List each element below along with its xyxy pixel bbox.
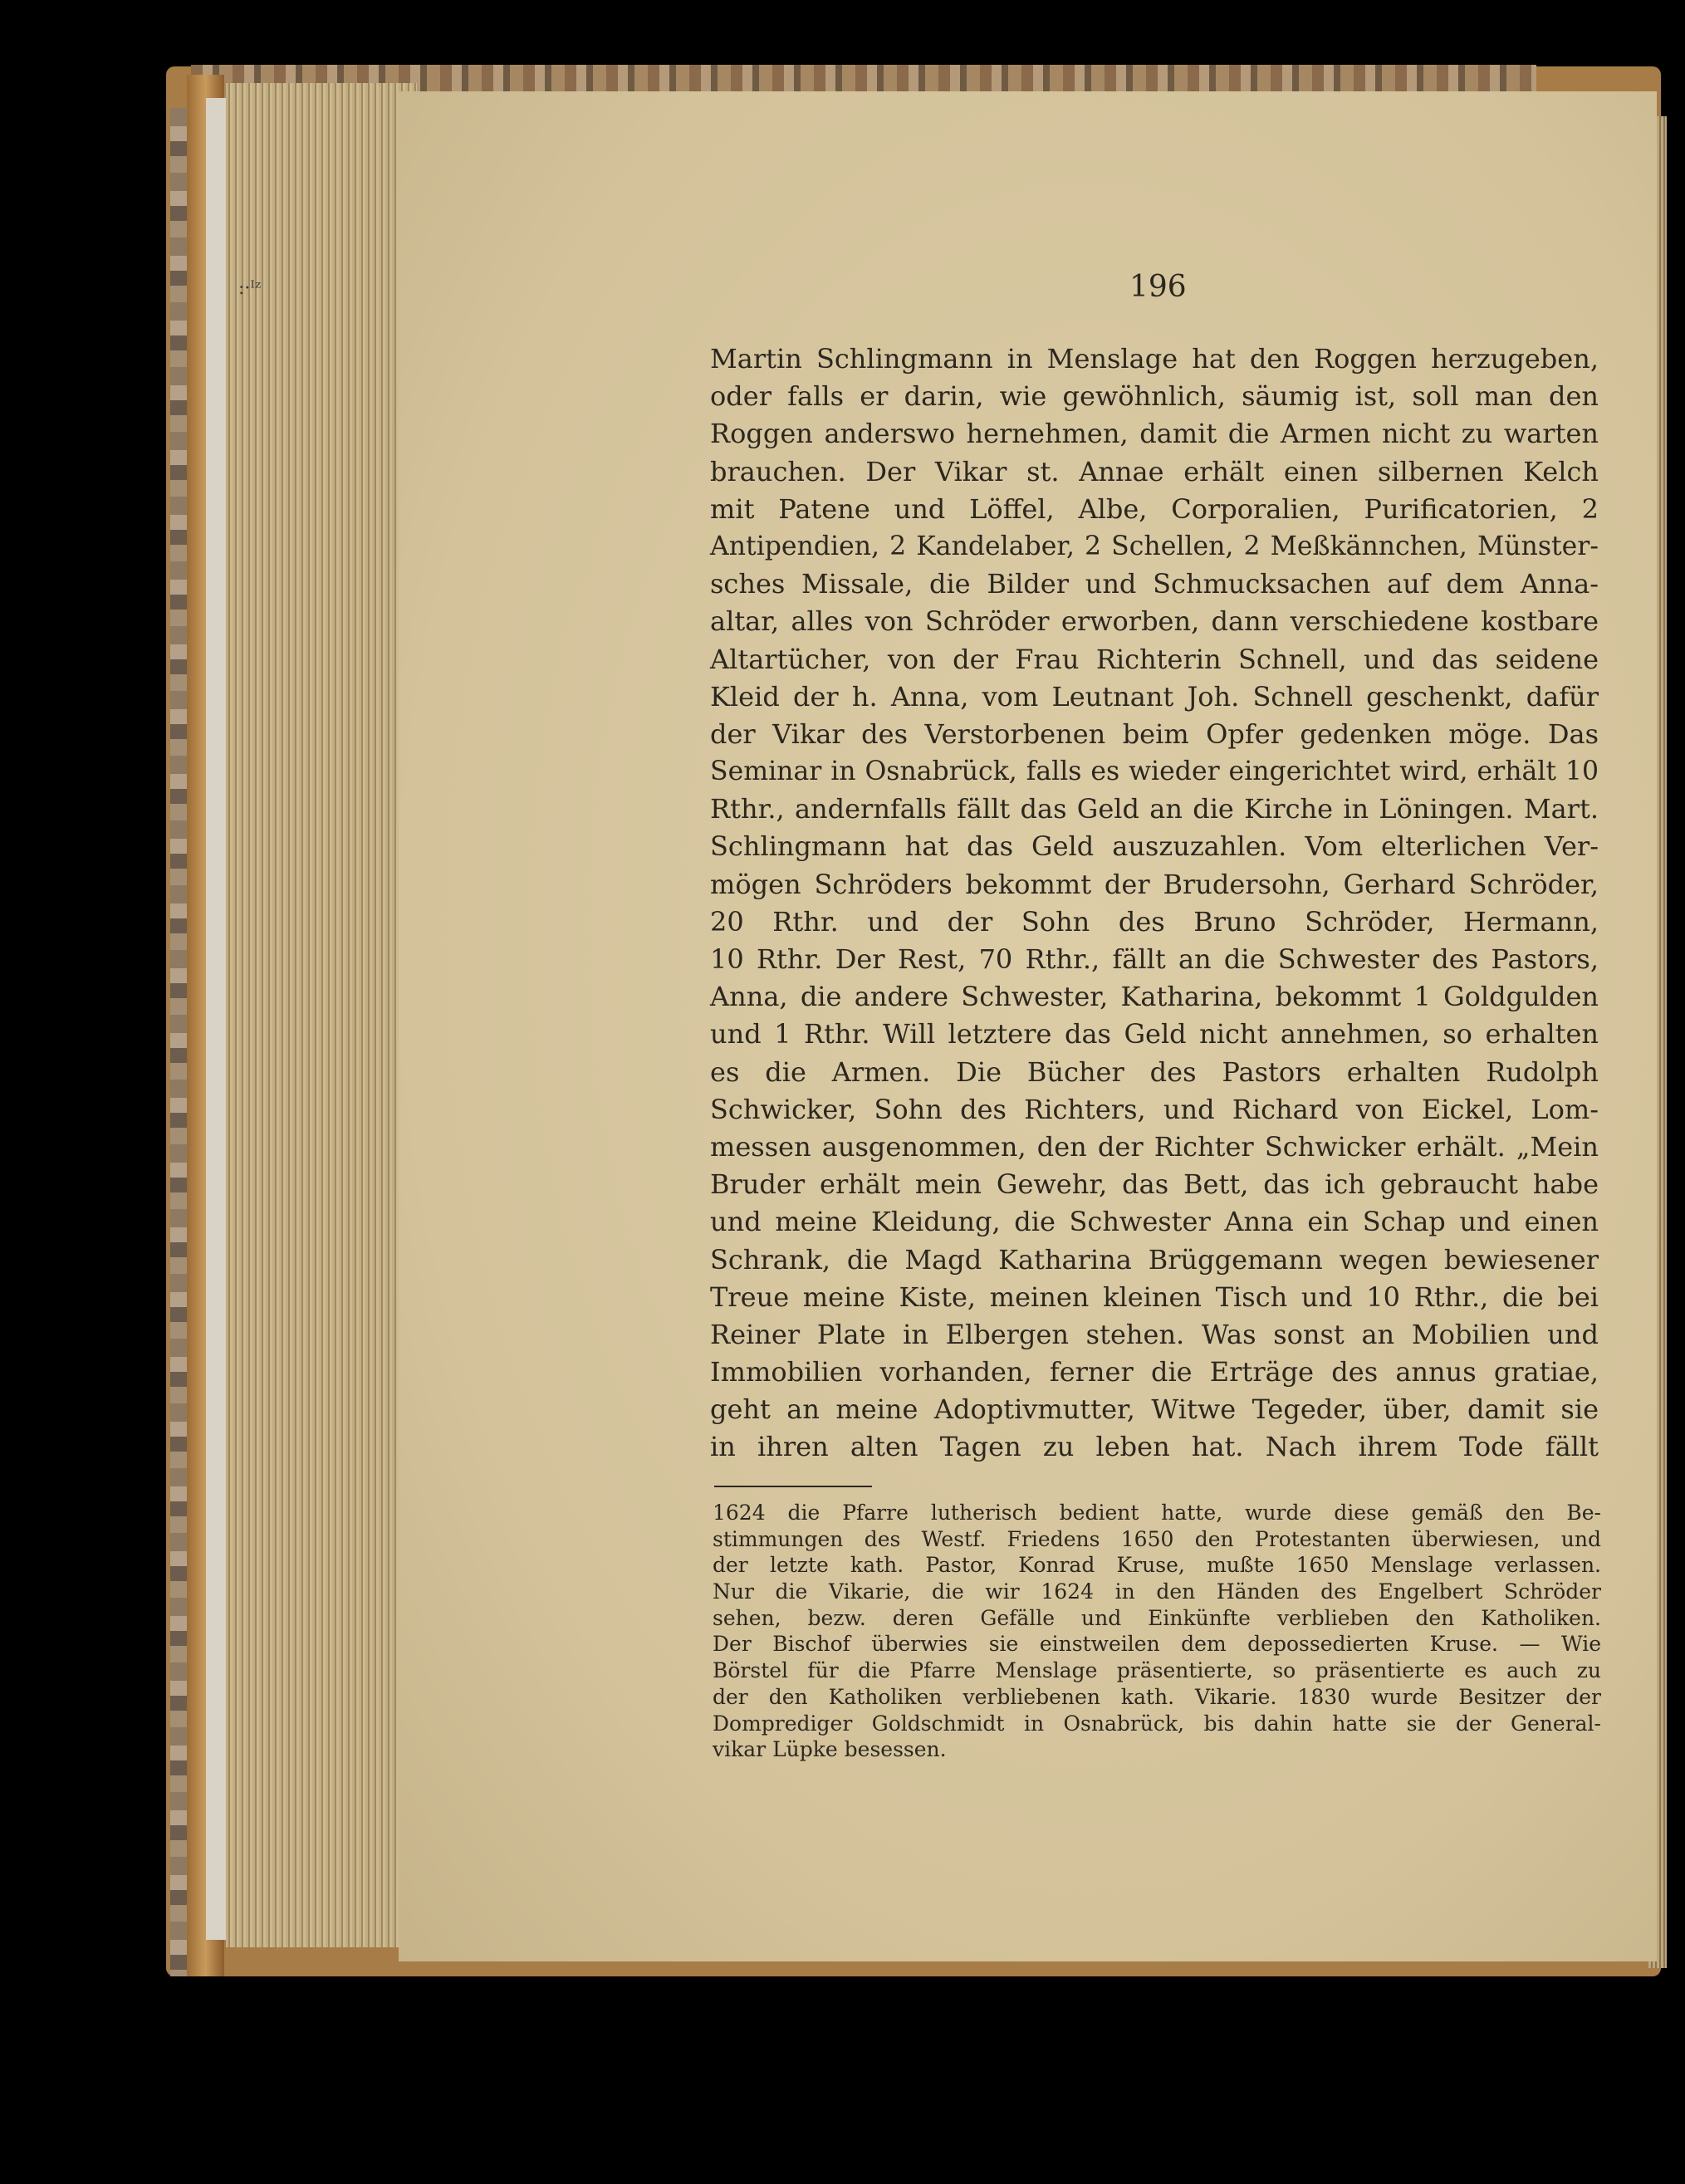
margin-mark: :·ᴵᶻ — [238, 278, 262, 299]
footnote-line: der den Katholiken verbliebenen kath. Vikarie. 1830 wurde Besitzer der — [713, 1684, 1601, 1709]
body-line: Antipendien, 2 Kandelaber, 2 Schellen, 2 Meßkännchen, Münster- — [710, 531, 1599, 561]
body-line: oder falls er darin, wie gewöhnlich, säumig ist, soll man den — [710, 380, 1599, 413]
body-line: Reiner Plate in Elbergen stehen. Was sonst an Mobilien und — [710, 1318, 1599, 1350]
body-line: Rthr., andernfalls fällt das Geld an die Kirche in Löningen. Mart. — [710, 793, 1599, 825]
body-line: in ihren alten Tagen zu leben hat. Nach ihrem Tode fällt — [710, 1431, 1599, 1463]
body-line: messen ausgenommen, den der Richter Schwicker erhält. „Mein — [710, 1130, 1599, 1163]
footnote-line: Nur die Vikarie, die wir 1624 in den Händen des Engelbert Schröder — [713, 1579, 1601, 1604]
body-line: Immobilien vorhanden, ferner die Erträge des annus gratiae, — [710, 1356, 1599, 1388]
body-line: und meine Kleidung, die Schwester Anna ein Schap und einen — [710, 1206, 1599, 1238]
body-text — [710, 340, 1599, 1467]
body-line: geht an meine Adoptivmutter, Witwe Tegeder, über, damit sie — [710, 1393, 1599, 1426]
body-line: altar, alles von Schröder erworben, dann verschiedene kostbare — [710, 605, 1599, 638]
footnote-line: sehen, bezw. deren Gefälle und Einkünfte verblieben den Katholiken. — [713, 1605, 1601, 1630]
body-line: Schrank, die Magd Katharina Brüggemann wegen bewiesener — [710, 1243, 1599, 1276]
body-line: Treue meine Kiste, meinen kleinen Tisch und 10 Rthr., die bei — [710, 1281, 1599, 1313]
body-line: Bruder erhält mein Gewehr, das Bett, das ich gebraucht habe — [710, 1168, 1599, 1201]
footnote-line: der letzte kath. Pastor, Konrad Kruse, mußte 1650 Menslage verlassen. — [713, 1553, 1601, 1578]
body-line: es die Armen. Die Bücher des Pastors erhalten Rudolph — [710, 1055, 1599, 1088]
page-stack-edges — [226, 83, 417, 1947]
body-line: 20 Rthr. und der Sohn des Bruno Schröder, Hermann, — [710, 905, 1599, 938]
body-line: Schlingmann hat das Geld auszuzahlen. Vom elterlichen Ver- — [710, 830, 1599, 863]
body-line: mit Patene und Löffel, Albe, Corporalien, Purificatorien, 2 — [710, 492, 1599, 525]
body-line: mögen Schröders bekommt der Brudersohn, Gerhard Schröder, — [710, 868, 1599, 900]
body-line: Kleid der h. Anna, vom Leutnant Joh. Schnell geschenkt, dafür — [710, 680, 1599, 712]
body-line: brauchen. Der Vikar st. Annae erhält einen silbernen Kelch — [710, 455, 1599, 487]
footnote — [713, 1500, 1601, 1763]
body-line: Anna, die andere Schwester, Katharina, bekommt 1 Goldgulden — [710, 981, 1599, 1013]
page-number: 196 — [1129, 270, 1187, 304]
body-line: Seminar in Osnabrück, falls es wieder eingerichtet wird, erhält 10 — [710, 757, 1599, 787]
body-line: Roggen anderswo hernehmen, damit die Armen nicht zu warten — [710, 418, 1599, 450]
body-line: der Vikar des Verstorbenen beim Opfer gedenken möge. Das — [710, 717, 1599, 750]
footnote-divider — [714, 1486, 872, 1487]
body-line: und 1 Rthr. Will letztere das Geld nicht annehmen, so erhalten — [710, 1018, 1599, 1050]
body-line: sches Missale, die Bilder und Schmucksachen auf dem Anna- — [710, 568, 1599, 600]
body-line: Schwicker, Sohn des Richters, und Richard von Eickel, Lom- — [710, 1093, 1599, 1125]
footnote-line: 1624 die Pfarre lutherisch bedient hatte, wurde diese gemäß den Be- — [713, 1501, 1601, 1525]
body-line: 10 Rthr. Der Rest, 70 Rthr., fällt an die Schwester des Pastors, — [710, 943, 1599, 975]
footnote-line: vikar Lüpke besessen. — [713, 1737, 947, 1762]
footnote-line: Der Bischof überwies sie einstweilen dem depossedierten Kruse. — Wie — [713, 1632, 1601, 1657]
footnote-line: stimmungen des Westf. Friedens 1650 den Protestanten überwiesen, und — [713, 1526, 1601, 1551]
footnote-line: Domprediger Goldschmidt in Osnabrück, bis dahin hatte sie der General- — [713, 1711, 1601, 1736]
body-line: Altartücher, von der Frau Richterin Schnell, und das seidene — [710, 643, 1599, 675]
body-line: Martin Schlingmann in Menslage hat den Roggen herzugeben, — [710, 343, 1599, 375]
footnote-line: Börstel für die Pfarre Menslage präsentierte, so präsentierte es auch zu — [713, 1658, 1601, 1683]
